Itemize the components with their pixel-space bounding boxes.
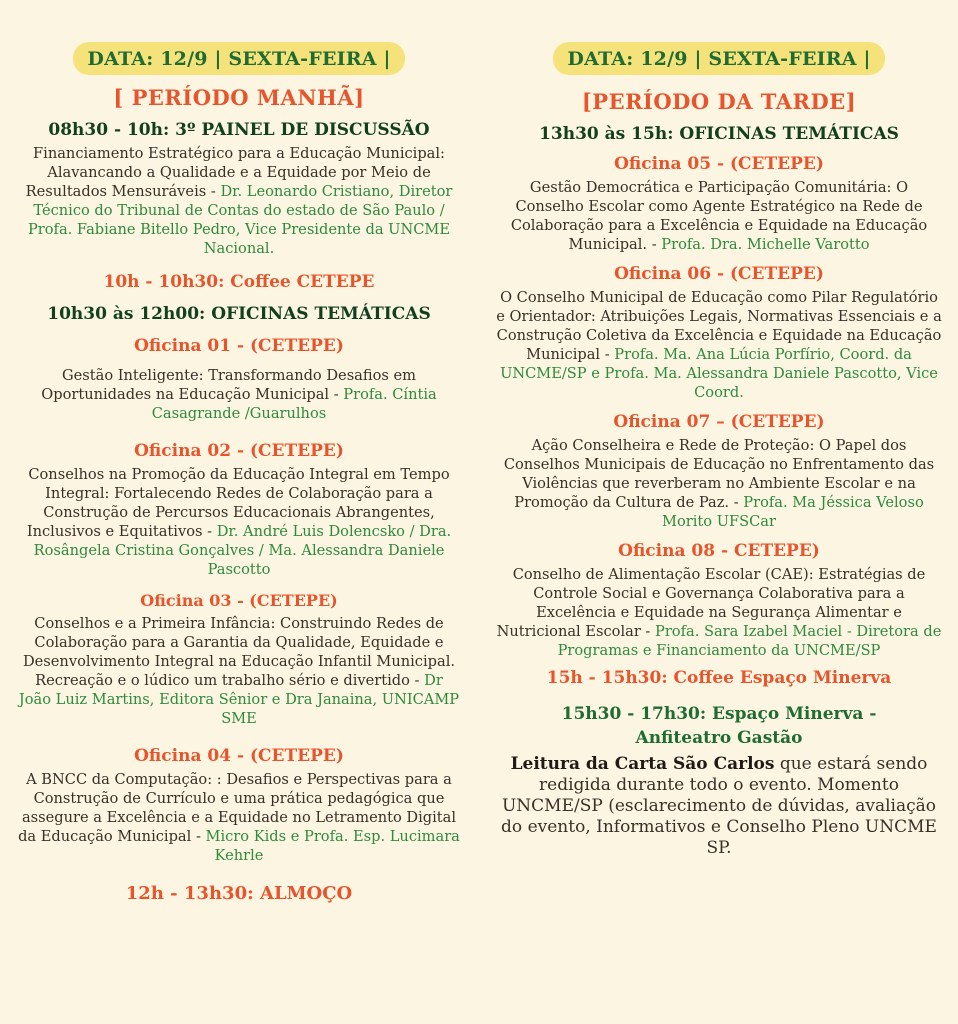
workshop-07-description: Ação Conselheira e Rede de Proteção: O Papel dos Conselhos Municipais de Educação no Enfrentamento das Violências que reverberam no Ambiente Escolar e na Promoção da Cultura de Paz. - Profa. Ma Jéssica Veloso Morito UFSCar bbox=[503, 437, 935, 530]
panel-speakers: Dr. Leonardo Cristiano, Diretor Técnico do Tribunal de Contas do estado de São Paulo / Profa. Fabiane Bitello Pedro, Vice Presidente da UNCME Nacional. bbox=[27, 183, 453, 257]
workshop-01-description: Gestão Inteligente: Transformando Desafios em Oportunidades na Educação Municipal - Profa. Cíntia Casagrande /Guarulhos bbox=[41, 367, 437, 422]
morning-column bbox=[18, 42, 460, 908]
period-morning-title: [ PERÍODO MANHÃ] bbox=[113, 85, 365, 110]
afternoon-column bbox=[496, 42, 942, 863]
carta-sao-carlos-label: Leitura da Carta São Carlos bbox=[510, 754, 775, 774]
workshop-03-description: Conselhos e a Primeira Infância: Construindo Redes de Colaboração para a Garantia da Qualidade, Equidade e Desenvolvimento Integral na Educação Infantil Municipal. Recreação e o lúdico um trabalho sério e divertido - Dr João Luiz Martins, Editora Sênior e Dra Janaina, UNICAMP SME bbox=[18, 615, 460, 727]
lunch-break: 12h - 13h30: ALMOÇO bbox=[125, 883, 353, 904]
period-afternoon-title: [PERÍODO DA TARDE] bbox=[581, 89, 857, 114]
closing-heading: 15h30 - 17h30: Espaço Minerva - Anfiteatro Gastão bbox=[561, 704, 877, 748]
panel-description: Financiamento Estratégico para a Educação Municipal: Alavancando a Qualidade e a Equidade por Meio de Resultados Mensuráveis - Dr. Leonardo Cristiano, Diretor Técnico do Tribunal de Contas do estado de São Paulo / Profa. Fabiane Bitello Pedro, Vice Presidente da UNCME Nacional. bbox=[25, 145, 453, 257]
workshop-07-title: Oficina 07 – (CETEPE) bbox=[613, 412, 825, 432]
coffee-break-morning: 10h - 10h30: Coffee CETEPE bbox=[103, 272, 375, 292]
workshop-06-description: O Conselho Municipal de Educação como Pilar Regulatório e Orientador: Atribuições Legais, Normativas Essenciais e a Construção Coletiva da Excelência e Equidade na Educação Municipal - Profa. Ma. Ana Lúcia Porfírio, Coord. da UNCME/SP e Profa. Ma. Alessandra Daniele Pascotto, Vice Coord. bbox=[496, 289, 942, 401]
afternoon-workshops-heading: 13h30 às 15h: OFICINAS TEMÁTICAS bbox=[539, 124, 899, 144]
workshop-04-title: Oficina 04 - (CETEPE) bbox=[134, 746, 344, 766]
workshop-02-title: Oficina 02 - (CETEPE) bbox=[134, 441, 344, 461]
panel-heading: 08h30 - 10h: 3º PAINEL DE DISCUSSÃO bbox=[48, 120, 430, 140]
workshop-05-title: Oficina 05 - (CETEPE) bbox=[614, 154, 824, 174]
date-badge-afternoon: DATA: 12/9 | SEXTA-FEIRA | bbox=[553, 42, 884, 75]
workshop-08-description: Conselho de Alimentação Escolar (CAE): Estratégias de Controle Social e Governança Colaborativa para a Excelência e Equidade na Segurança Alimentar e Nutricional Escolar - Profa. Sara Izabel Maciel - Diretora de Programas e Financiamento da UNCME/SP bbox=[496, 566, 942, 659]
workshop-03-title: Oficina 03 - (CETEPE) bbox=[140, 591, 338, 610]
workshop-06-title: Oficina 06 - (CETEPE) bbox=[614, 264, 824, 284]
date-badge-morning: DATA: 12/9 | SEXTA-FEIRA | bbox=[73, 42, 404, 75]
workshop-08-title: Oficina 08 - CETEPE) bbox=[618, 541, 820, 561]
workshop-01-title: Oficina 01 - (CETEPE) bbox=[134, 336, 344, 356]
coffee-break-afternoon: 15h - 15h30: Coffee Espaço Minerva bbox=[546, 668, 892, 688]
workshop-02-description: Conselhos na Promoção da Educação Integral em Tempo Integral: Fortalecendo Redes de Colaboração para a Construção de Percursos Educacionais Abrangentes, Inclusivos e Equitativos - Dr. André Luis Dolencsko / Dra. Rosângela Cristina Gonçalves / Ma. Alessandra Daniele Pascotto bbox=[26, 466, 452, 578]
workshop-05-description: Gestão Democrática e Participação Comunitária: O Conselho Escolar como Agente Estratégico na Rede de Colaboração para a Excelência e Equidade na Educação Municipal. - Profa. Dra. Michelle Varotto bbox=[510, 179, 928, 253]
closing-description: Leitura da Carta São Carlos que estará sendo redigida durante todo o evento. Momento UNCME/SP (esclarecimento de dúvidas, avaliação do evento, Informativos e Conselho Pleno UNCME SP. bbox=[501, 754, 937, 858]
morning-workshops-heading: 10h30 às 12h00: OFICINAS TEMÁTICAS bbox=[47, 304, 431, 324]
workshop-04-description: A BNCC da Computação: : Desafios e Perspectivas para a Construção de Currículo e uma prática pedagógica que assegure a Excelência e a Equidade no Letramento Digital da Educação Municipal - Micro Kids e Profa. Esp. Lucimara Kehrle bbox=[18, 771, 460, 864]
